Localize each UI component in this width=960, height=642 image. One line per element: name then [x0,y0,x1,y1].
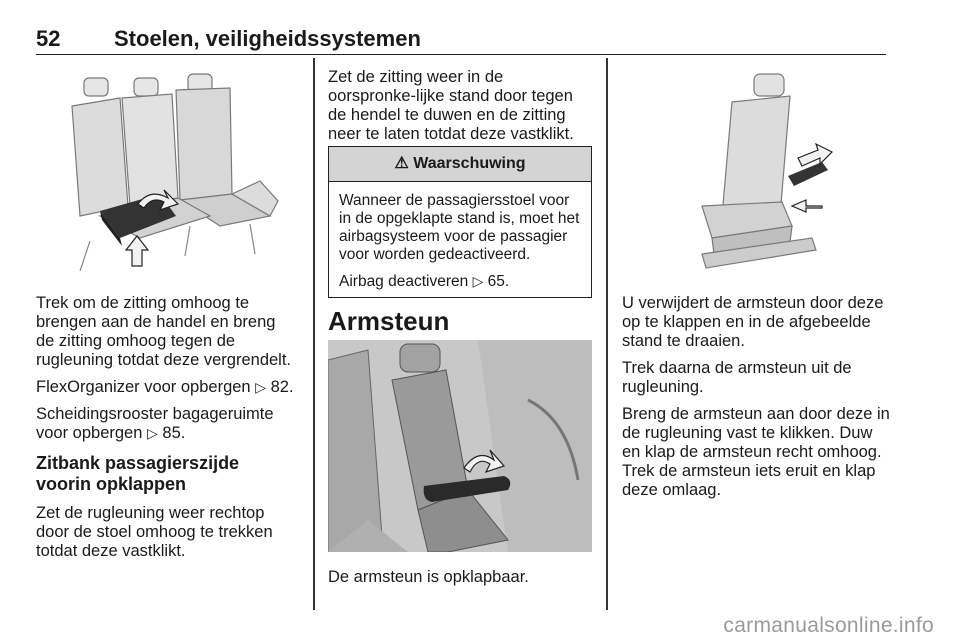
page-title: Stoelen, veiligheidssystemen [114,26,421,51]
warning-triangle-icon: ⚠ [394,155,409,172]
reference-text: Scheidingsrooster bagageruimte voor opbergen [36,405,274,442]
page-header [36,24,886,55]
reference-text: Airbag deactiveren [339,273,469,290]
paragraph: Trek daarna de armsteun uit de rugleuning. [622,359,852,396]
paragraph: Zet de zitting weer in de oorspronke-lijke stand door tegen de hendel te duwen en de zitting neer te laten totdat deze vastklikt. [328,68,574,143]
warning-title: Waarschuwing [413,155,526,172]
armrest-removal-illustration [662,66,842,278]
section-title: Armsteun [328,306,450,336]
reference-page: 82. [270,378,294,396]
subheading: Zitbank passagierszijde voorin opklappen [36,453,240,494]
reference-page: 65. [487,273,510,290]
column-divider-1 [313,58,315,610]
warning-box [328,146,592,298]
warning-text: Wanneer de passagiersstoel voor in de opgeklapte stand is, moet het airbagsysteem voor de passagier voor worden gedeactiveerd. [339,192,580,263]
page-number: 52 [36,26,61,51]
cross-reference [339,272,581,291]
cross-reference [36,378,298,397]
paragraph: Trek om de zitting omhoog te brengen aan de handel en breng de zitting omhoog tegen de rugleuning totdat deze vergrendelt. [36,294,292,369]
figure-caption: De armsteun is opklapbaar. [328,568,529,586]
column-2-intro [328,68,592,152]
figure-caption-wrapper [328,568,592,595]
warning-body [329,182,591,291]
column-3 [622,294,890,508]
reference-text: FlexOrganizer voor opbergen [36,378,251,396]
paragraph: U verwijdert de armsteun door deze op te klappen en in de afgebeelde stand te draaien. [622,294,884,350]
column-divider-2 [606,58,608,610]
xref-triangle-icon: ▷ [472,273,484,289]
reference-page: 85. [162,424,186,442]
bench-seat-illustration [60,66,290,278]
paragraph: Breng de armsteun aan door deze in de rugleuning vast te klikken. Duw en klap de armsteun recht omhoog. Trek de armsteun iets eruit en klap deze omlaag. [622,405,890,499]
paragraph: Zet de rugleuning weer rechtop door de stoel omhoog te trekken totdat deze vastklikt. [36,504,273,560]
warning-header [329,147,591,182]
cross-reference [36,405,298,443]
column-1 [36,294,298,569]
xref-triangle-icon: ▷ [147,425,158,441]
xref-triangle-icon: ▷ [255,379,266,395]
armrest-illustration [328,340,592,552]
watermark: carmanualsonline.info [723,614,934,637]
